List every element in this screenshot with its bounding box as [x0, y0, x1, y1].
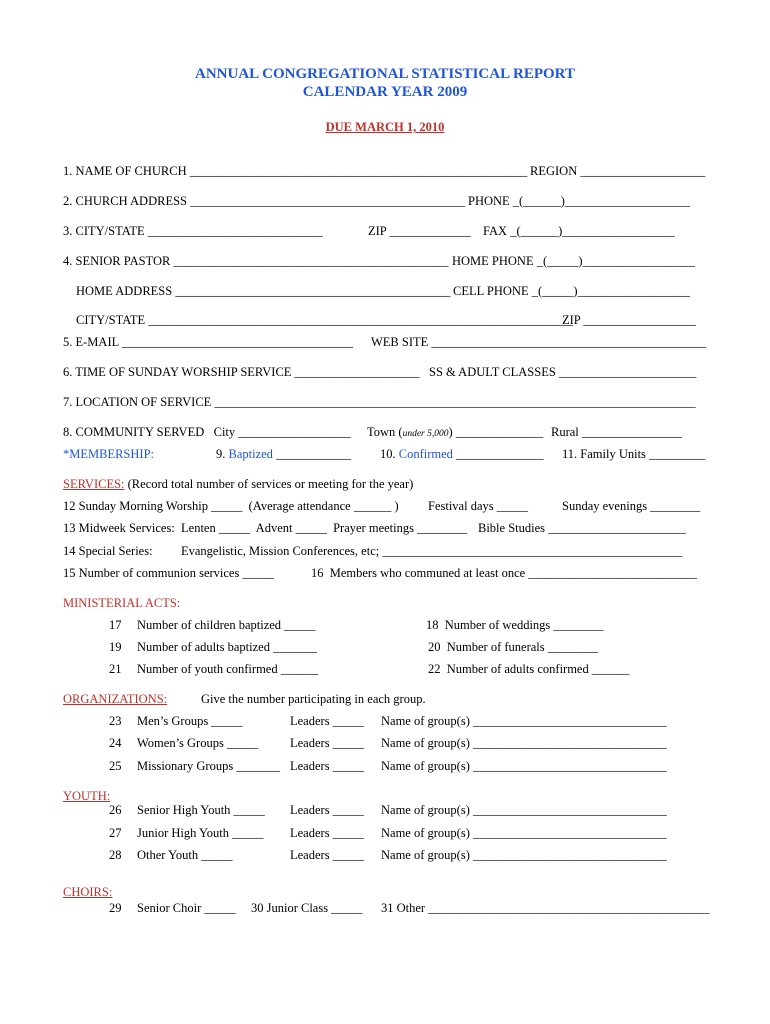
- youth-num: 26: [109, 803, 122, 817]
- email-field[interactable]: 5. E-MAIL _____________________________________: [63, 335, 354, 349]
- womens-group-names-field[interactable]: Name of group(s) _______________________________: [381, 736, 667, 750]
- home-phone-field[interactable]: HOME PHONE _(_____)__________________: [452, 254, 696, 268]
- ss-adult-classes-field[interactable]: SS & ADULT CLASSES ______________________: [429, 365, 697, 379]
- cell-phone-field[interactable]: CELL PHONE _(_____)__________________: [453, 284, 691, 298]
- communion-services-field[interactable]: 15 Number of communion services _____: [63, 566, 274, 580]
- special-series-field[interactable]: Evangelistic, Mission Conferences, etc; ________________________________________________: [181, 544, 683, 558]
- youth-confirmed-field[interactable]: Number of youth confirmed ______: [137, 662, 319, 676]
- report-subtitle: CALENDAR YEAR 2009: [302, 84, 468, 100]
- ministerial-num: 17: [109, 618, 122, 632]
- youth-num: 28: [109, 848, 122, 862]
- pastor-zip-field[interactable]: ZIP __________________: [562, 313, 696, 327]
- youth-num: 27: [109, 826, 122, 840]
- adults-baptized-field[interactable]: Number of adults baptized _______: [137, 640, 317, 654]
- junior-high-group-names-field[interactable]: Name of group(s) _______________________________: [381, 826, 667, 840]
- senior-pastor-field[interactable]: 4. SENIOR PASTOR ____________________________________________: [63, 254, 449, 268]
- festival-days-field[interactable]: Festival days _____: [428, 499, 528, 513]
- mens-leaders-field[interactable]: Leaders _____: [290, 714, 364, 728]
- fax-field[interactable]: FAX _(______)__________________: [483, 224, 675, 238]
- womens-leaders-field[interactable]: Leaders _____: [290, 736, 364, 750]
- website-field[interactable]: WEB SITE ____________________________________________: [371, 335, 707, 349]
- report-title: ANNUAL CONGREGATIONAL STATISTICAL REPORT: [195, 66, 575, 82]
- senior-high-leaders-field[interactable]: Leaders _____: [290, 803, 364, 817]
- community-city-field[interactable]: 8. COMMUNITY SERVED City __________________: [63, 425, 351, 439]
- midweek-services-field[interactable]: 13 Midweek Services: Lenten _____ Advent _____ Prayer meetings ________: [63, 521, 468, 535]
- organizations-note: Give the number participating in each group.: [201, 692, 426, 706]
- senior-high-group-names-field[interactable]: Name of group(s) _______________________________: [381, 803, 667, 817]
- adults-confirmed-field[interactable]: 22 Number of adults confirmed ______: [428, 662, 630, 676]
- junior-class-field[interactable]: 30 Junior Class _____: [251, 901, 363, 915]
- youth-heading: YOUTH:: [63, 789, 111, 803]
- mens-groups-field[interactable]: Men’s Groups _____: [137, 714, 243, 728]
- weddings-field[interactable]: 18 Number of weddings ________: [426, 618, 604, 632]
- ministerial-acts-heading: MINISTERIAL ACTS:: [63, 596, 181, 610]
- org-num: 25: [109, 759, 122, 773]
- confirmed-field[interactable]: 10. Confirmed ______________: [380, 447, 544, 461]
- bible-studies-field[interactable]: Bible Studies ______________________: [478, 521, 686, 535]
- senior-high-youth-field[interactable]: Senior High Youth _____: [137, 803, 265, 817]
- church-name-field[interactable]: 1. NAME OF CHURCH ______________________________________________________: [63, 164, 528, 178]
- zip-field[interactable]: ZIP _____________: [368, 224, 471, 238]
- community-rural-field[interactable]: Rural ________________: [551, 425, 682, 439]
- other-choir-field[interactable]: 31 Other _____________________________________________: [381, 901, 710, 915]
- city-state-field[interactable]: 3. CITY/STATE ____________________________: [63, 224, 323, 238]
- other-youth-field[interactable]: Other Youth _____: [137, 848, 233, 862]
- missionary-groups-field[interactable]: Missionary Groups _______: [137, 759, 281, 773]
- org-num: 24: [109, 736, 122, 750]
- due-date: DUE MARCH 1, 2010: [325, 120, 445, 134]
- worship-time-field[interactable]: 6. TIME OF SUNDAY WORSHIP SERVICE ____________________: [63, 365, 420, 379]
- members-communed-field[interactable]: 16 Members who communed at least once ___________________________: [311, 566, 698, 580]
- pastor-city-state-field[interactable]: CITY/STATE ____________________________________________________________________: [76, 313, 574, 327]
- children-baptized-field[interactable]: Number of children baptized _____: [137, 618, 316, 632]
- sunday-evenings-field[interactable]: Sunday evenings ________: [562, 499, 701, 513]
- senior-choir-field[interactable]: Senior Choir _____: [137, 901, 236, 915]
- baptized-field[interactable]: 9. Baptized ____________: [216, 447, 352, 461]
- ministerial-num: 21: [109, 662, 122, 676]
- services-heading: SERVICES: (Record total number of services or meeting for the year): [63, 477, 414, 491]
- special-series-label: 14 Special Series:: [63, 544, 153, 558]
- choirs-heading: CHOIRS:: [63, 885, 113, 899]
- womens-groups-field[interactable]: Women’s Groups _____: [137, 736, 259, 750]
- other-youth-leaders-field[interactable]: Leaders _____: [290, 848, 364, 862]
- missionary-leaders-field[interactable]: Leaders _____: [290, 759, 364, 773]
- membership-label: *MEMBERSHIP:: [63, 447, 154, 461]
- community-town-field[interactable]: Town (under 5,000) ______________: [367, 425, 544, 439]
- funerals-field[interactable]: 20 Number of funerals ________: [428, 640, 598, 654]
- junior-high-leaders-field[interactable]: Leaders _____: [290, 826, 364, 840]
- org-num: 23: [109, 714, 122, 728]
- other-youth-group-names-field[interactable]: Name of group(s) _______________________________: [381, 848, 667, 862]
- home-address-field[interactable]: HOME ADDRESS ____________________________________________: [76, 284, 451, 298]
- sunday-worship-field[interactable]: 12 Sunday Morning Worship _____ (Average attendance ______ ): [63, 499, 399, 513]
- location-of-service-field[interactable]: 7. LOCATION OF SERVICE _____________________________________________________________________________: [63, 395, 696, 409]
- family-units-field[interactable]: 11. Family Units _________: [562, 447, 706, 461]
- church-address-field[interactable]: 2. CHURCH ADDRESS ____________________________________________: [63, 194, 466, 208]
- mens-group-names-field[interactable]: Name of group(s) _______________________________: [381, 714, 667, 728]
- ministerial-num: 19: [109, 640, 122, 654]
- phone-field[interactable]: PHONE _(______)____________________: [468, 194, 690, 208]
- region-field[interactable]: REGION ____________________: [530, 164, 706, 178]
- missionary-group-names-field[interactable]: Name of group(s) _______________________________: [381, 759, 667, 773]
- choir-num: 29: [109, 901, 122, 915]
- junior-high-youth-field[interactable]: Junior High Youth _____: [137, 826, 264, 840]
- organizations-heading: ORGANIZATIONS:: [63, 692, 168, 706]
